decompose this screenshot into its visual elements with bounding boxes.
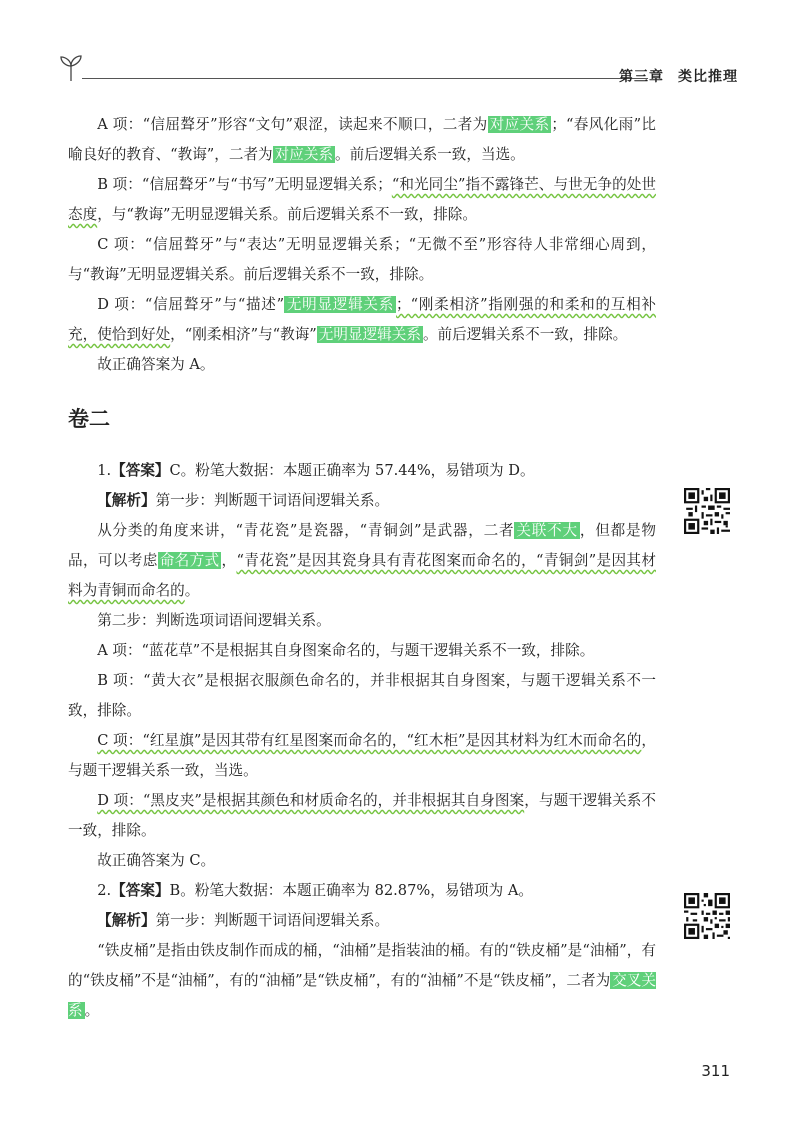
chapter-label: 第三章 (619, 69, 664, 85)
answer-tag: 【答案】 (111, 882, 170, 899)
wavy-underline: “和光同尘”指不露锋芒、与世无争的处世态度 (68, 176, 656, 223)
answer-tag: 【答案】 (111, 462, 170, 479)
q1-final-answer: 故正确答案为 C。 (97, 852, 216, 869)
page-number: 311 (701, 1062, 730, 1080)
section-label: 类比推理 (678, 69, 738, 85)
sprout-icon (58, 52, 84, 82)
highlight: 交叉关系 (68, 972, 656, 1019)
chapter-title (619, 66, 738, 86)
option-b-paragraph: B 项：“信屈聱牙”与“书写”无明显逻辑关系；“和光同尘”指不露锋芒、与世无争的处世态度，与“教诲”无明显逻辑关系。前后逻辑关系不一致，排除。 (68, 176, 656, 223)
header-rule (82, 78, 648, 79)
page-content (68, 110, 656, 1026)
q1-reasoning: 从分类的角度来讲，“青花瓷”是瓷器，“青铜剑”是武器，二者 关联不大 ，但都是物品，可以考虑 命名方式 ，“青花瓷”是因其瓷身具有青花图案而命名的，“青铜剑”是因其材料为青铜而命名的。 (68, 522, 656, 599)
analysis-tag: 【解析】 (97, 912, 156, 929)
option-c-paragraph: C 项：“信屈聱牙”与“表达”无明显逻辑关系；“无微不至”形容待人非常细心周到，与“教诲”无明显逻辑关系。前后逻辑关系不一致，排除。 (68, 236, 656, 283)
highlight: 对应关系 (489, 116, 550, 133)
q1-analysis: 【解析】第一步：判断题干词语间逻辑关系。 (97, 492, 390, 509)
wavy-underline: D 项：“黑皮夹”是根据其颜色和材质命名的，并非根据其自身图案 (97, 792, 525, 809)
highlight: 命名方式 (159, 552, 220, 569)
highlight: 对应关系 (274, 146, 334, 163)
page-header (58, 52, 738, 92)
analysis-tag: 【解析】 (97, 492, 156, 509)
highlight: 关联不大 (516, 522, 578, 539)
option-d-paragraph: D 项：“信屈聱牙”与“描述” 无明显逻辑关系 ；“刚柔相济”指刚强的和柔和的互相补充，使恰到好处，“刚柔相济”与“教诲” 无明显逻辑关系 。前后逻辑关系不一致，排除。 (68, 296, 656, 343)
q1-option-c: C 项：“红星旗”是因其带有红星图案而命名的，“红木柜”是因其材料为红木而命名的，与题干逻辑关系一致，当选。 (68, 732, 656, 779)
q2-reasoning: “铁皮桶”是指由铁皮制作而成的桶，“油桶”是指装油的桶。有的“铁皮桶”是“油桶”，有的“铁皮桶”不是“油桶”，有的“油桶”是“铁皮桶”，有的“油桶”不是“铁皮桶”，二者为 交叉关系 。 (68, 942, 656, 1019)
q1-option-d: D 项：“黑皮夹”是根据其颜色和材质命名的，并非根据其自身图案，与题干逻辑关系不一致，排除。 (68, 792, 656, 839)
q2-analysis: 【解析】第一步：判断题干词语间逻辑关系。 (97, 912, 390, 929)
highlight: 无明显逻辑关系 (286, 296, 395, 313)
section-heading: 卷二 (68, 407, 110, 431)
wavy-underline: ；“刚柔相济”指刚强的和柔和的互相补充，使恰到好处 (68, 296, 656, 343)
q2-answer: 2.【答案】B。粉笔大数据：本题正确率为 82.87%，易错项为 A。 (97, 882, 533, 899)
wavy-underline: “青花瓷”是因其瓷身具有青花图案而命名的，“青铜剑”是因其材料为青铜而命名的 (68, 552, 656, 599)
qr-code-icon[interactable] (684, 488, 730, 534)
option-a-paragraph: A 项：“信屈聱牙”形容“文句”艰涩，读起来不顺口，二者为 对应关系 ；“春风化雨”比喻良好的教育、“教诲”，二者为 对应关系 。前后逻辑关系一致，当选。 (68, 116, 656, 163)
qr-code-icon[interactable] (684, 893, 730, 939)
highlight: 无明显逻辑关系 (318, 326, 421, 343)
q1-step2: 第二步：判断选项词语间逻辑关系。 (97, 612, 331, 629)
q1-option-a: A 项：“蓝花草”不是根据其自身图案命名的，与题干逻辑关系不一致，排除。 (97, 642, 595, 659)
wavy-underline: C 项：“红星旗”是因其带有红星图案而命名的，“红木柜”是因其材料为红木而命名的 (97, 732, 642, 749)
q1-answer: 1.【答案】C。粉笔大数据：本题正确率为 57.44%，易错项为 D。 (97, 462, 535, 479)
answer-paragraph: 故正确答案为 A。 (97, 356, 215, 373)
q1-option-b: B 项：“黄大衣”是根据衣服颜色命名的，并非根据其自身图案，与题干逻辑关系不一致，排除。 (68, 672, 656, 719)
